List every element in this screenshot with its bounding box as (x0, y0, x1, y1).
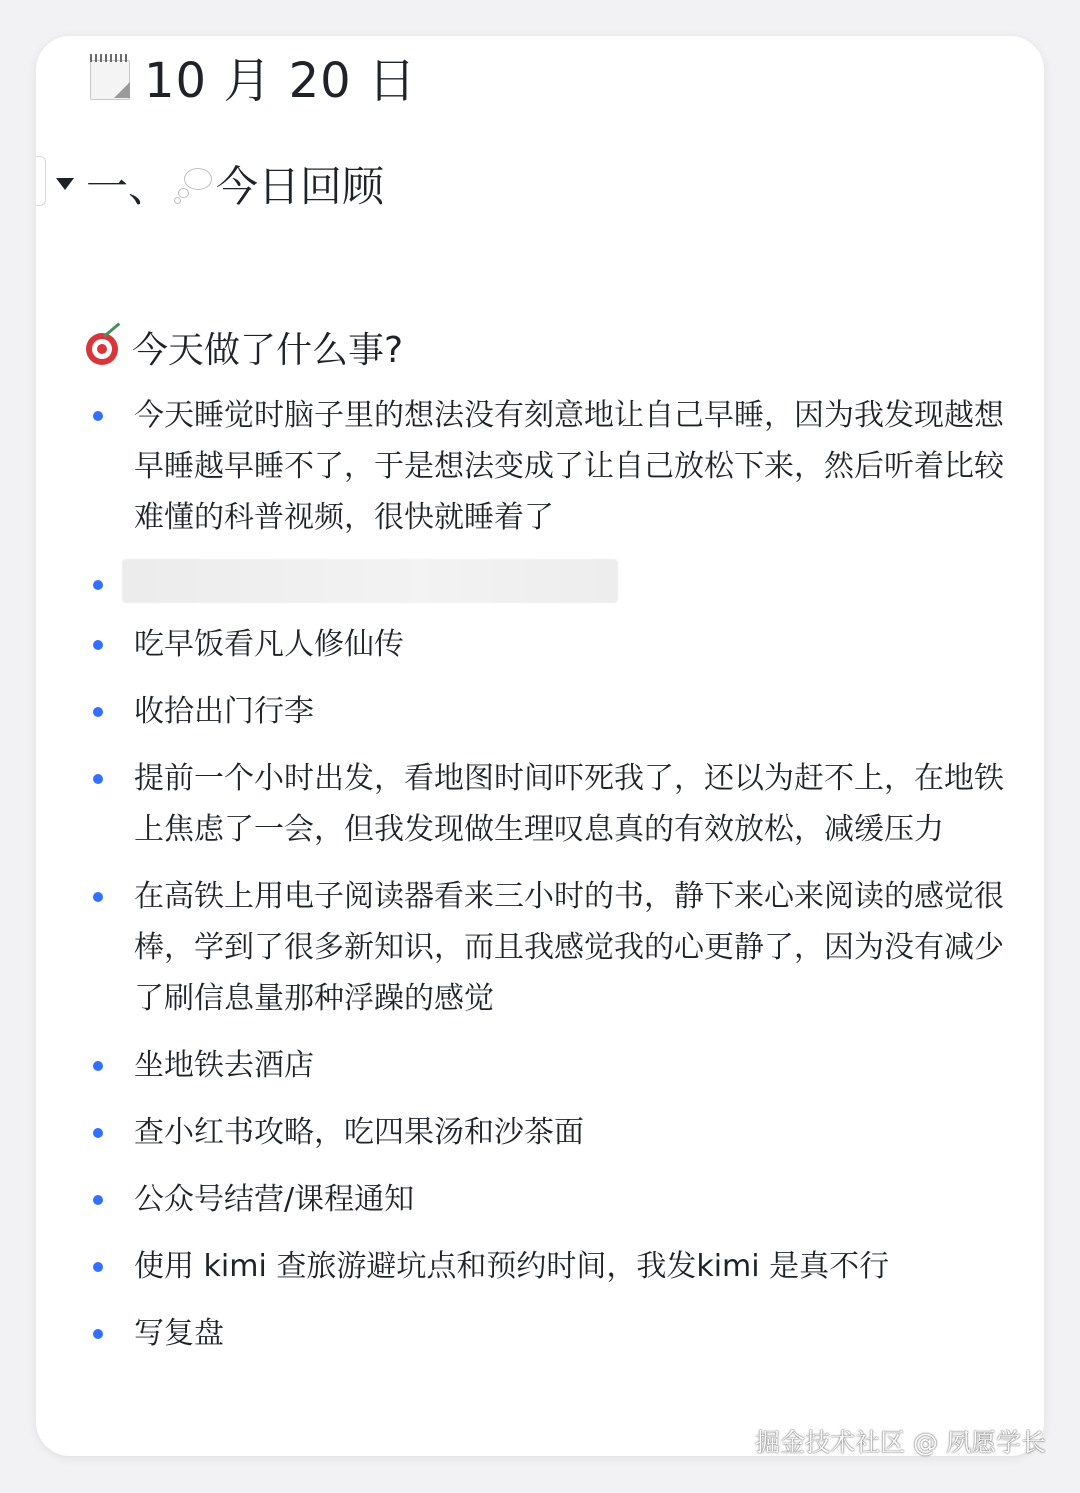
page-title: 10 月 20 日 (144, 52, 417, 109)
subsection-heading (84, 322, 403, 372)
list-item (84, 753, 1004, 855)
target-dart-icon (84, 327, 124, 367)
drag-handle[interactable] (36, 156, 46, 206)
list-item (84, 1040, 1004, 1091)
list-item (84, 619, 1004, 670)
list-item (84, 686, 1004, 737)
toggle-collapse-icon[interactable] (56, 178, 74, 190)
list-item-text: 查小红书攻略，吃四果汤和沙茶面 (134, 1115, 584, 1150)
bullet-icon (93, 774, 103, 784)
subsection-title: 今天做了什么事? (132, 329, 404, 371)
bullet-icon (93, 640, 103, 650)
calendar-icon (88, 52, 132, 100)
page-header (88, 44, 417, 108)
bullet-icon (93, 1128, 103, 1138)
list-item (84, 1174, 1004, 1225)
bullet-icon (93, 707, 103, 717)
watermark: 掘金技术社区 @ 夙愿学长 (755, 1428, 1046, 1457)
redacted-text (122, 559, 618, 603)
bullet-icon (93, 411, 103, 421)
bullet-icon (93, 580, 103, 590)
section-heading[interactable] (56, 154, 384, 214)
bullet-icon (93, 1061, 103, 1071)
list-item-text: 在高铁上用电子阅读器看来三小时的书，静下来心来阅读的感觉很棒，学到了很多新知识，而且我感觉我的心更静了，因为没有减少了刷信息量那种浮躁的感觉 (134, 879, 1004, 1016)
list-item-text: 写复盘 (134, 1316, 224, 1351)
list-item (84, 1107, 1004, 1158)
document-page (36, 36, 1044, 1456)
section-prefix: 一、 (86, 162, 171, 211)
section-label: 今日回顾 (216, 162, 385, 211)
list-item (84, 390, 1004, 543)
list-item-text: 收拾出门行李 (134, 694, 314, 729)
list-item-text: 提前一个小时出发，看地图时间吓死我了，还以为赶不上，在地铁上焦虑了一会，但我发现做生理叹息真的有效放松，减缓压力 (134, 761, 1004, 847)
list-item (84, 1241, 1004, 1292)
list-item-text: 今天睡觉时脑子里的想法没有刻意地让自己早睡，因为我发现越想早睡越早睡不了，于是想法变成了让自己放松下来，然后听着比较难懂的科普视频，很快就睡着了 (134, 398, 1004, 535)
list-item-text: 吃早饭看凡人修仙传 (134, 627, 404, 662)
bullet-icon (93, 1329, 103, 1339)
list-item-text: 坐地铁去酒店 (134, 1048, 314, 1083)
list-item (84, 559, 1004, 603)
task-list (84, 390, 1004, 1375)
list-item (84, 871, 1004, 1024)
bullet-icon (93, 892, 103, 902)
bullet-icon (93, 1262, 103, 1272)
bullet-icon (93, 1195, 103, 1205)
list-item-text: 公众号结营/课程通知 (134, 1182, 415, 1217)
list-item-text: 使用 kimi 查旅游避坑点和预约时间，我发kimi 是真不行 (134, 1249, 890, 1284)
section-title (86, 154, 384, 214)
list-item (84, 1308, 1004, 1359)
thought-balloon-icon (174, 164, 214, 204)
